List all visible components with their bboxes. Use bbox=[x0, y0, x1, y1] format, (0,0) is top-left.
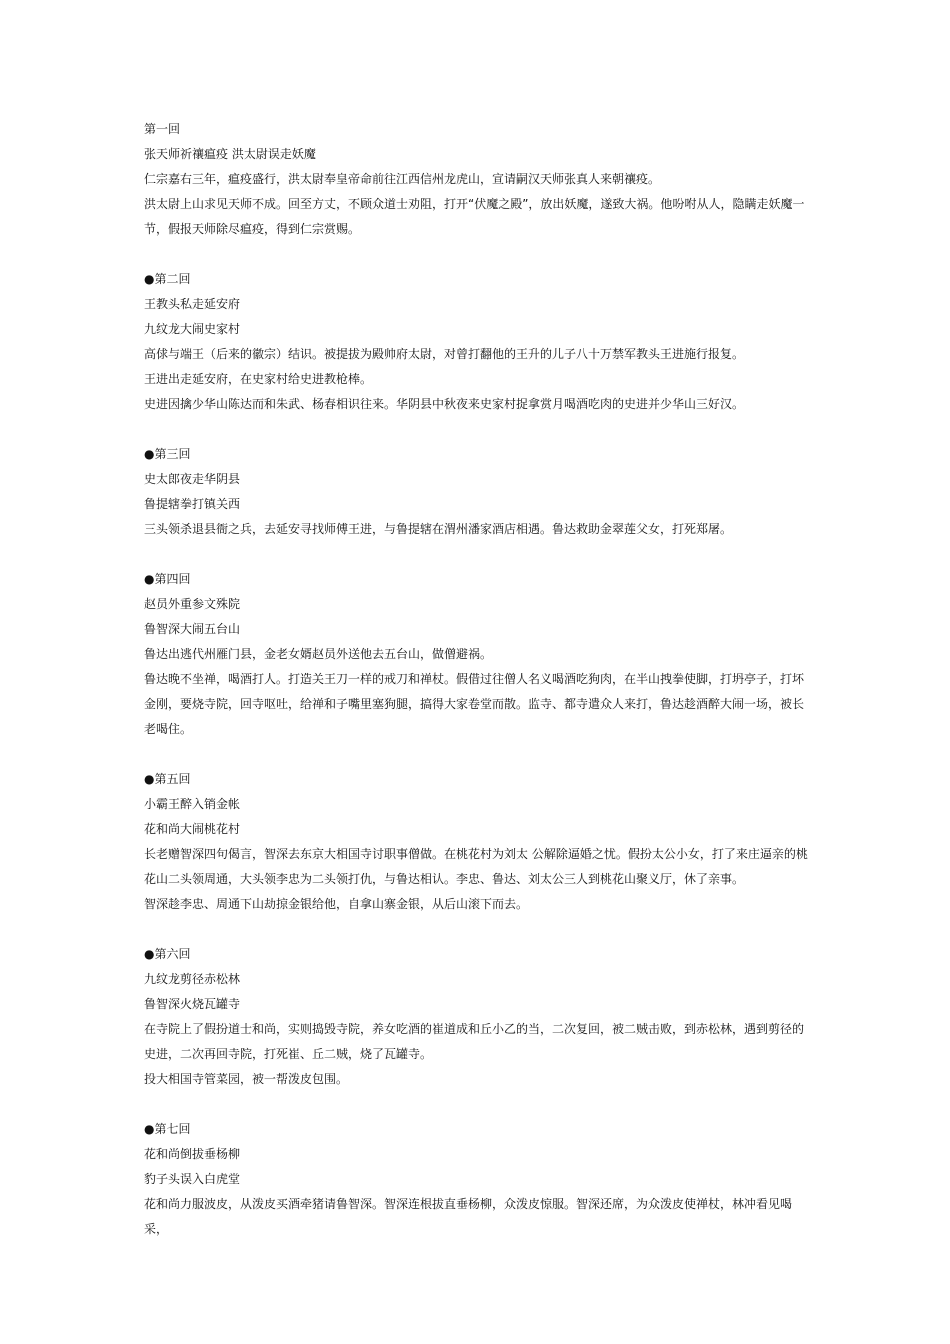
chapter-title: 张天师祈禳瘟疫 洪太尉误走妖魔 bbox=[144, 147, 316, 161]
chapter-6 bbox=[144, 942, 814, 1092]
chapter-heading: ●第二回 bbox=[144, 272, 191, 286]
chapter-7 bbox=[144, 1117, 814, 1242]
chapter-title: 九纹龙剪径赤松林 bbox=[144, 972, 241, 986]
chapter-spacer bbox=[144, 417, 814, 442]
chapter-5 bbox=[144, 767, 814, 917]
chapter-title: 花和尚大闹桃花村 bbox=[144, 822, 241, 836]
chapter-spacer bbox=[144, 917, 814, 942]
chapter-3 bbox=[144, 442, 814, 542]
chapter-title: 小霸王醉入销金帐 bbox=[144, 797, 241, 811]
chapter-paragraph: 投大相国寺管菜园，被一帮泼皮包围。 bbox=[144, 1072, 349, 1086]
chapter-title: 赵员外重参文殊院 bbox=[144, 597, 241, 611]
chapter-heading: ●第五回 bbox=[144, 772, 191, 786]
chapter-4 bbox=[144, 567, 814, 742]
chapter-paragraph: 长老赠智深四句偈言，智深去东京大相国寺讨职事僧做。在桃花村为刘太 公解除逼婚之忧。假扮太公小女，打了来庄逼亲的桃花山二头领周通，大头领李忠为二头领打仇，与鲁达相认。李忠、鲁达、刘太公三人到桃花山聚义厅，休了亲事。 bbox=[144, 847, 808, 886]
chapter-paragraph: 三头领杀退县衙之兵，去延安寻找师傅王进，与鲁提辖在渭州潘家酒店相遇。鲁达救助金翠莲父女，打死郑屠。 bbox=[144, 522, 733, 536]
chapter-heading: 第一回 bbox=[144, 122, 181, 136]
chapter-paragraph: 王进出走延安府，在史家村给史进教枪棒。 bbox=[144, 372, 373, 386]
chapter-paragraph: 仁宗嘉右三年，瘟疫盛行，洪太尉奉皇帝命前往江西信州龙虎山，宣请嗣汉天师张真人来朝禳疫。 bbox=[144, 172, 661, 186]
chapter-heading: ●第四回 bbox=[144, 572, 191, 586]
chapter-title: 王教头私走延安府 bbox=[144, 297, 241, 311]
chapter-paragraph: 花和尚力服波皮，从泼皮买酒牵猪请鲁智深。智深连根拔直垂杨柳，众泼皮惊服。智深还席，为众泼皮使禅杖，林冲看见喝采， bbox=[144, 1197, 793, 1236]
chapter-spacer bbox=[144, 1092, 814, 1117]
chapter-1 bbox=[144, 117, 814, 242]
chapter-heading: ●第七回 bbox=[144, 1122, 191, 1136]
chapter-title: 豹子头误入白虎堂 bbox=[144, 1172, 241, 1186]
chapter-spacer bbox=[144, 242, 814, 267]
chapter-paragraph: 智深趁李忠、周通下山劫掠金银给他，自拿山寨金银，从后山滚下而去。 bbox=[144, 897, 529, 911]
chapter-paragraph: 鲁达晚不坐禅，喝酒打人。打造关王刀一样的戒刀和禅杖。假借过往僧人名义喝酒吃狗肉，在半山拽拳使脚，打坍亭子，打坏金刚，要烧寺院，回寺呕吐，给禅和子嘴里塞狗腿，搞得大家卷堂而散。监寺、都寺遣众人来打，鲁达趁酒醉大闹一场，被长老喝住。 bbox=[144, 672, 805, 736]
chapter-paragraph: 高俅与端王（后来的徽宗）结识。被提拔为殿帅府太尉，对曾打翻他的王升的儿子八十万禁军教头王进施行报复。 bbox=[144, 347, 745, 361]
chapter-title: 鲁智深火烧瓦罐寺 bbox=[144, 997, 241, 1011]
document-page bbox=[144, 117, 814, 1242]
chapter-title: 花和尚倒拔垂杨柳 bbox=[144, 1147, 241, 1161]
chapter-paragraph: 鲁达出逃代州雁门县，金老女婿赵员外送他去五台山，做僧避祸。 bbox=[144, 647, 493, 661]
chapter-spacer bbox=[144, 742, 814, 767]
chapter-paragraph: 史进因擒少华山陈达而和朱武、杨春相识往来。华阴县中秋夜来史家村捉拿赏月喝酒吃肉的史进并少华山三好汉。 bbox=[144, 397, 745, 411]
chapter-heading: ●第三回 bbox=[144, 447, 191, 461]
chapter-paragraph: 在寺院上了假扮道士和尚，实则捣毁寺院，养女吃酒的崔道成和丘小乙的当，二次复回，被二贼击败，到赤松林，遇到剪径的史进，二次再回寺院，打死崔、丘二贼，烧了瓦罐寺。 bbox=[144, 1022, 805, 1061]
chapter-title: 鲁智深大闹五台山 bbox=[144, 622, 241, 636]
chapter-title: 史太郎夜走华阴县 bbox=[144, 472, 241, 486]
chapter-title: 九纹龙大闹史家村 bbox=[144, 322, 241, 336]
chapter-title: 鲁提辖拳打镇关西 bbox=[144, 497, 241, 511]
chapter-heading: ●第六回 bbox=[144, 947, 191, 961]
chapter-spacer bbox=[144, 542, 814, 567]
chapter-paragraph: 洪太尉上山求见天师不成。回至方丈，不顾众道士劝阻，打开“伏魔之殿”，放出妖魔，遂致大祸。他吩咐从人，隐瞒走妖魔一节，假报天师除尽瘟疫，得到仁宗赏赐。 bbox=[144, 197, 805, 236]
chapter-2 bbox=[144, 267, 814, 417]
